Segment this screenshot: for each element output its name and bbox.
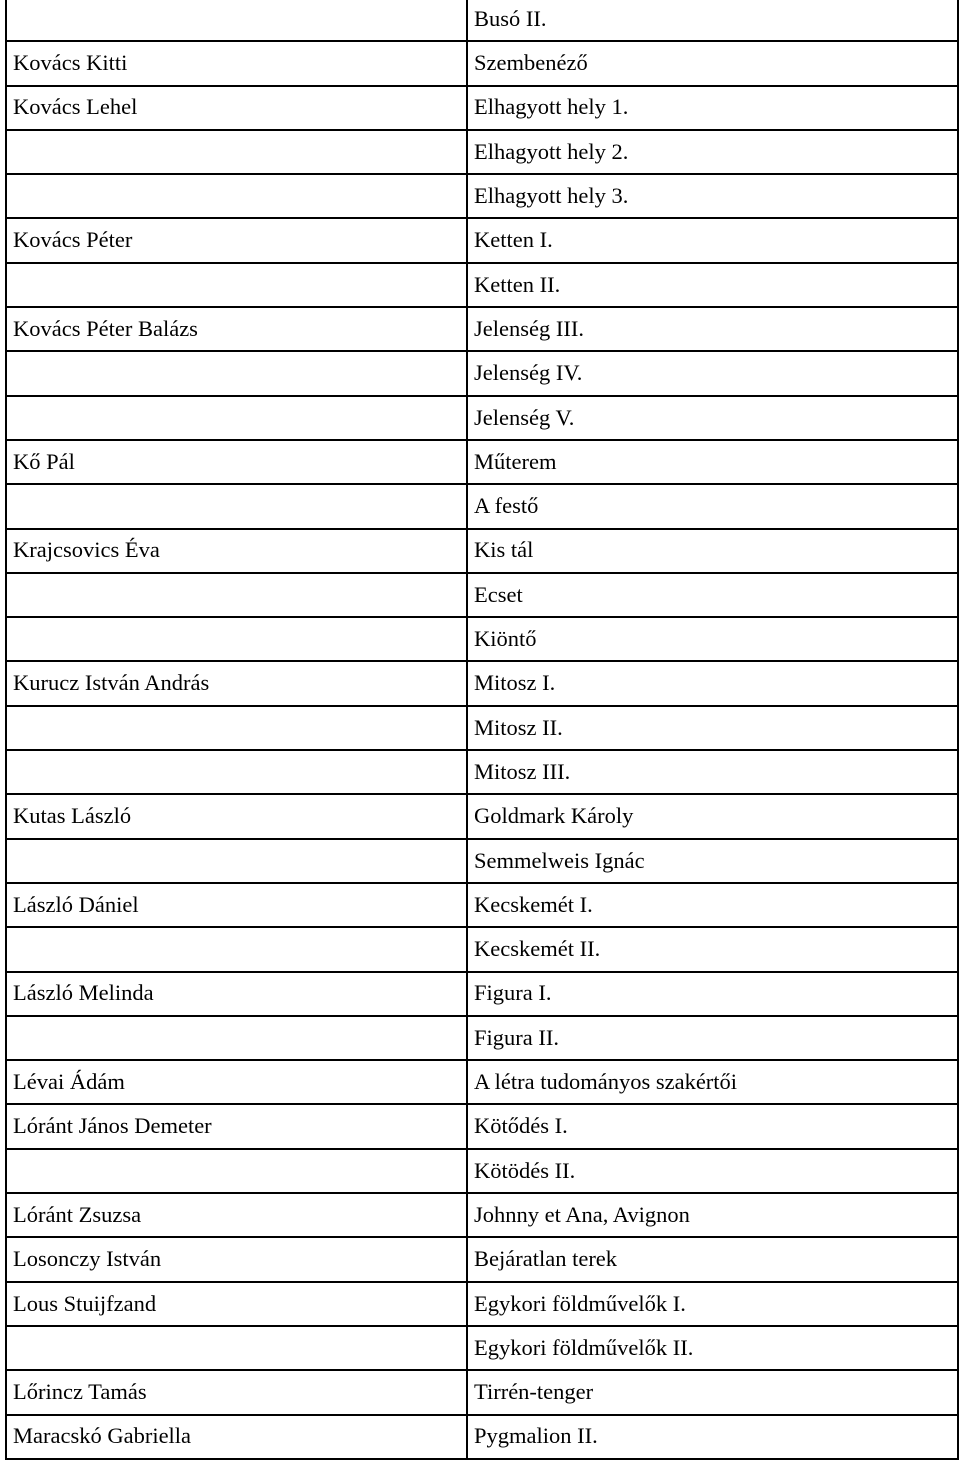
table-row — [6, 1193, 958, 1237]
artist-name-cell: Lőrincz Tamás — [6, 1370, 467, 1414]
table-row — [6, 927, 958, 971]
artwork-title-cell: Bejáratlan terek — [467, 1237, 958, 1281]
artist-name-cell: Kurucz István András — [6, 661, 467, 705]
table-row — [6, 484, 958, 528]
artist-name-cell: László Melinda — [6, 972, 467, 1016]
table-row — [6, 706, 958, 750]
artwork-title-cell: Goldmark Károly — [467, 794, 958, 838]
artist-name-cell — [6, 839, 467, 883]
artist-name-cell: Losonczy István — [6, 1237, 467, 1281]
artwork-title-cell: Pygmalion II. — [467, 1415, 958, 1459]
artist-name-cell: Kovács Lehel — [6, 86, 467, 130]
table-row — [6, 174, 958, 218]
table-row — [6, 750, 958, 794]
artist-name-cell — [6, 130, 467, 174]
artwork-title-cell: Johnny et Ana, Avignon — [467, 1193, 958, 1237]
table-row — [6, 1370, 958, 1414]
artist-name-cell: Maracskó Gabriella — [6, 1415, 467, 1459]
artist-name-cell — [6, 750, 467, 794]
artist-name-cell: Kő Pál — [6, 440, 467, 484]
artist-name-cell — [6, 263, 467, 307]
artwork-title-cell: A létra tudományos szakértői — [467, 1060, 958, 1104]
artist-name-cell: Krajcsovics Éva — [6, 529, 467, 573]
table-body — [6, 0, 958, 1459]
table-row — [6, 263, 958, 307]
artist-name-cell: Kovács Péter Balázs — [6, 307, 467, 351]
table-row — [6, 218, 958, 262]
artist-name-cell — [6, 484, 467, 528]
artist-name-cell: László Dániel — [6, 883, 467, 927]
artist-name-cell — [6, 617, 467, 661]
table-row — [6, 794, 958, 838]
artwork-title-cell: A festő — [467, 484, 958, 528]
artist-name-cell: Kovács Péter — [6, 218, 467, 262]
artwork-title-cell: Kiöntő — [467, 617, 958, 661]
table-row — [6, 1326, 958, 1370]
artist-name-cell — [6, 351, 467, 395]
table-row — [6, 1060, 958, 1104]
artwork-title-cell: Figura I. — [467, 972, 958, 1016]
table-row — [6, 307, 958, 351]
artist-works-table — [5, 0, 959, 1460]
artist-name-cell — [6, 1149, 467, 1193]
table-row — [6, 883, 958, 927]
table-row — [6, 839, 958, 883]
table-row — [6, 351, 958, 395]
artist-name-cell — [6, 1016, 467, 1060]
artwork-title-cell: Szembenéző — [467, 41, 958, 85]
artwork-title-cell: Jelenség IV. — [467, 351, 958, 395]
artwork-title-cell: Jelenség III. — [467, 307, 958, 351]
artwork-title-cell: Ecset — [467, 573, 958, 617]
artist-name-cell: Lévai Ádám — [6, 1060, 467, 1104]
artwork-title-cell: Mitosz II. — [467, 706, 958, 750]
table-row — [6, 86, 958, 130]
artist-name-cell — [6, 927, 467, 971]
artwork-title-cell: Kecskemét I. — [467, 883, 958, 927]
artwork-title-cell: Kötödés II. — [467, 1149, 958, 1193]
artwork-title-cell: Elhagyott hely 1. — [467, 86, 958, 130]
artist-name-cell — [6, 1326, 467, 1370]
table-row — [6, 573, 958, 617]
table-row — [6, 661, 958, 705]
artist-name-cell — [6, 0, 467, 41]
table-row — [6, 396, 958, 440]
artist-name-cell — [6, 706, 467, 750]
artist-name-cell: Lous Stuijfzand — [6, 1282, 467, 1326]
artist-name-cell: Lóránt János Demeter — [6, 1104, 467, 1148]
artist-name-cell: Kutas László — [6, 794, 467, 838]
artwork-title-cell: Ketten II. — [467, 263, 958, 307]
table-row — [6, 1149, 958, 1193]
table-row — [6, 0, 958, 41]
artist-name-cell — [6, 396, 467, 440]
artwork-title-cell: Kötődés I. — [467, 1104, 958, 1148]
artwork-title-cell: Műterem — [467, 440, 958, 484]
table-row — [6, 529, 958, 573]
table-row — [6, 1104, 958, 1148]
table-row — [6, 440, 958, 484]
artwork-title-cell: Mitosz I. — [467, 661, 958, 705]
table-row — [6, 617, 958, 661]
artwork-title-cell: Ketten I. — [467, 218, 958, 262]
table-row — [6, 972, 958, 1016]
artist-name-cell: Kovács Kitti — [6, 41, 467, 85]
artwork-title-cell: Kecskemét II. — [467, 927, 958, 971]
artwork-title-cell: Semmelweis Ignác — [467, 839, 958, 883]
artwork-title-cell: Mitosz III. — [467, 750, 958, 794]
artwork-title-cell: Kis tál — [467, 529, 958, 573]
artwork-title-cell: Busó II. — [467, 0, 958, 41]
artist-name-cell: Lóránt Zsuzsa — [6, 1193, 467, 1237]
artist-name-cell — [6, 174, 467, 218]
artwork-title-cell: Egykori földművelők II. — [467, 1326, 958, 1370]
artwork-title-cell: Figura II. — [467, 1016, 958, 1060]
artwork-title-cell: Elhagyott hely 3. — [467, 174, 958, 218]
artwork-title-cell: Elhagyott hely 2. — [467, 130, 958, 174]
artwork-title-cell: Jelenség V. — [467, 396, 958, 440]
table-row — [6, 1282, 958, 1326]
table-row — [6, 130, 958, 174]
table-row — [6, 1016, 958, 1060]
artist-name-cell — [6, 573, 467, 617]
artwork-title-cell: Tirrén-tenger — [467, 1370, 958, 1414]
table-row — [6, 1237, 958, 1281]
table-row — [6, 41, 958, 85]
artwork-title-cell: Egykori földművelők I. — [467, 1282, 958, 1326]
table-row — [6, 1415, 958, 1459]
